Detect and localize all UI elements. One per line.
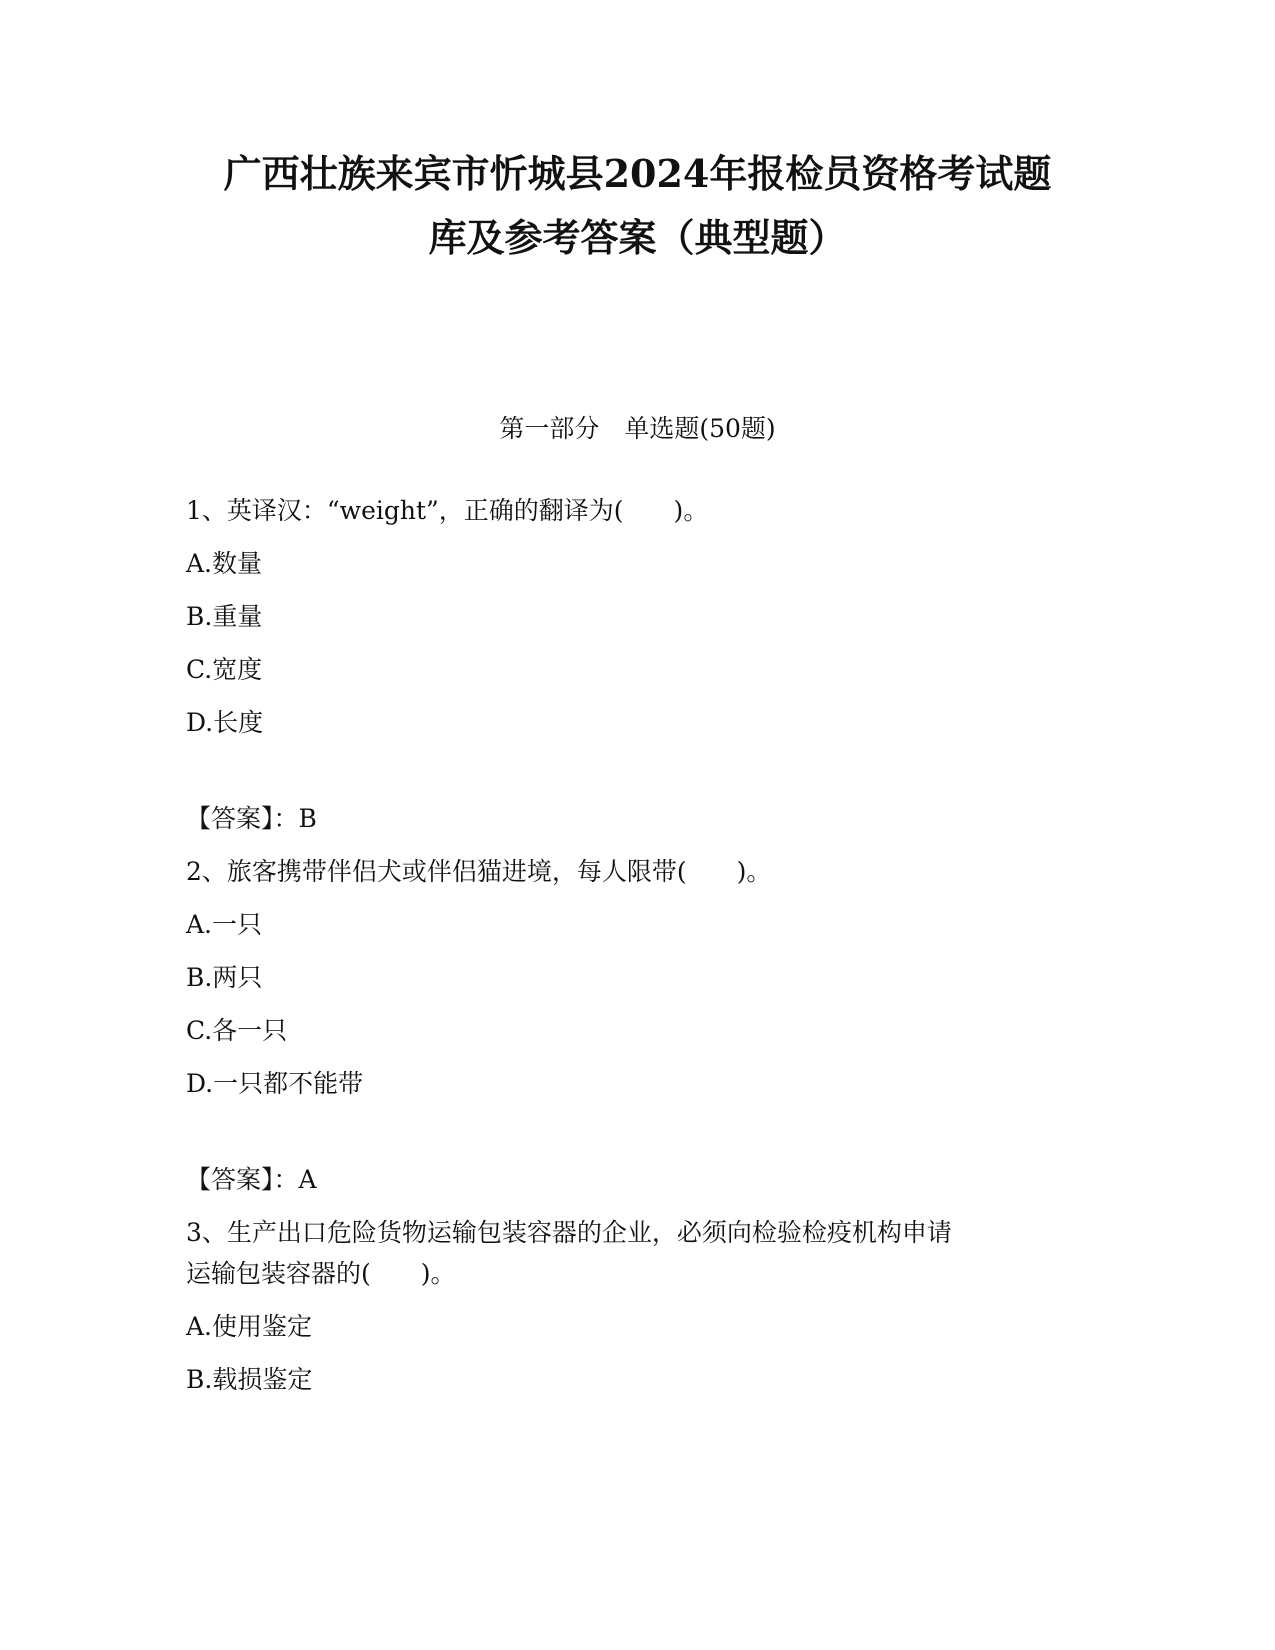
document-title (150, 142, 1125, 270)
question-1-answer: 【答案】：B (186, 804, 317, 833)
question-3-option-a: A.使用鉴定 (186, 1312, 313, 1341)
question-1-stem: 1、英译汉：“weight”，正确的翻译为( )。 (186, 496, 709, 525)
title-line-2: 库及参考答案（典型题） (428, 215, 847, 260)
title-line-1: 广西壮族来宾市忻城县2024年报检员资格考试题 (223, 151, 1052, 196)
question-3-option-b: B.载损鉴定 (186, 1365, 313, 1394)
question-2-option-b: B.两只 (186, 963, 263, 992)
question-1-option-a: A.数量 (186, 549, 263, 578)
question-1-option-d: D.长度 (186, 708, 264, 737)
section-heading: 第一部分 单选题(50题) (499, 414, 776, 443)
question-2-option-a: A.一只 (186, 910, 263, 939)
question-2-option-d: D.一只都不能带 (186, 1069, 364, 1098)
question-2-stem: 2、旅客携带伴侣犬或伴侣猫进境，每人限带( )。 (186, 857, 772, 886)
question-1-option-c: C.宽度 (186, 655, 263, 684)
question-2-option-c: C.各一只 (186, 1016, 288, 1045)
question-3-stem-line-1: 3、生产出口危险货物运输包装容器的企业，必须向检验检疫机构申请 (186, 1218, 952, 1247)
question-2-answer: 【答案】：A (186, 1165, 317, 1194)
question-3-stem-line-2: 运输包装容器的( )。 (186, 1259, 456, 1288)
question-1-option-b: B.重量 (186, 602, 263, 631)
